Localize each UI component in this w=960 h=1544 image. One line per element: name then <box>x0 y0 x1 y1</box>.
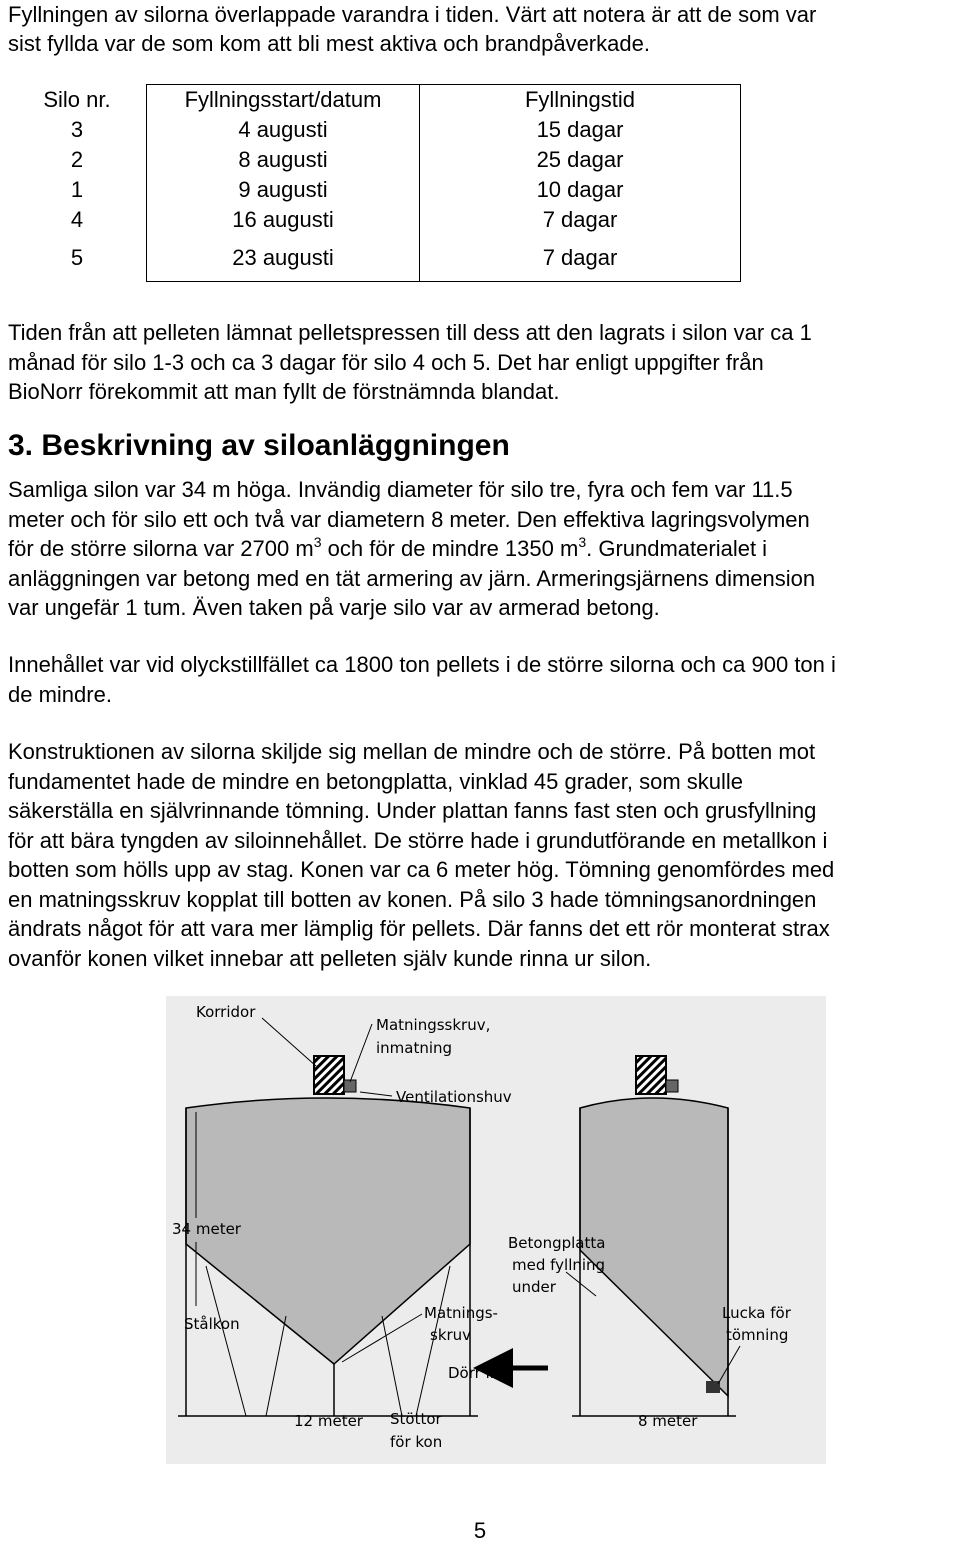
intro-line: Fyllningen av silorna överlappade varandra i tiden. Värt att notera är att de som var <box>8 2 817 27</box>
cell-start-date: 9 augusti <box>147 175 420 205</box>
paragraph-line: de mindre. <box>8 681 112 707</box>
table-header-row <box>8 85 741 116</box>
cell-start-date: 8 augusti <box>147 145 420 175</box>
paragraph-line: säkerställa en självrinnande tömning. Under plattan fanns fast sten och grusfyllning <box>8 798 817 823</box>
paragraph-line: för att bära tyngden av siloinnehållet. De större hade i grundutförande en metallkon i <box>8 827 828 853</box>
cell-silo: 3 <box>70 117 84 142</box>
label-ventilationshuv: Ventilationshuv <box>396 1088 512 1106</box>
intro-paragraph <box>8 0 958 58</box>
cell-silo: 4 <box>70 207 84 232</box>
cell-start-date: 16 augusti <box>147 205 420 235</box>
text-run: för de större silorna var 2700 m <box>8 536 314 561</box>
header-start-date: Fyllningsstart/datum <box>147 85 420 116</box>
cell-start-date: 4 augusti <box>147 115 420 145</box>
paragraph-line: botten som hölls upp av stag. Konen var ca 6 meter hög. Tömning genomfördes med <box>8 857 835 882</box>
page-number: 5 <box>473 1518 487 1543</box>
silo-cross-section-diagram <box>166 996 826 1464</box>
paragraph-line: Konstruktionen av silorna skiljde sig mellan de mindre och de större. På botten mot <box>8 739 816 764</box>
label-korridor: Korridor <box>196 1003 256 1021</box>
label-stottor-2: för kon <box>390 1433 443 1451</box>
paragraph-line: ovanför konen vilket innebar att pelleten själv kunde rinna ur silon. <box>8 945 652 971</box>
cell-silo: 1 <box>70 177 84 202</box>
cell-filling-time: 10 dagar <box>420 175 741 205</box>
paragraph-line: Samliga silon var 34 m höga. Invändig diameter för silo tre, fyra och fem var 11.5 <box>8 477 793 502</box>
text-run: . Grundmaterialet i <box>586 536 768 561</box>
label-matnings-1: Matnings- <box>424 1304 498 1322</box>
header-filling-time: Fyllningstid <box>420 85 741 116</box>
content-paragraph <box>8 650 958 709</box>
cell-filling-time: 15 dagar <box>420 115 741 145</box>
discharge-hatch <box>706 1381 720 1393</box>
label-lucka-2: tömning <box>726 1326 789 1344</box>
paragraph-line: fundamentet hade de mindre en betongplatta, vinklad 45 grader, som skulle <box>8 768 744 794</box>
label-height: 34 meter <box>172 1220 241 1238</box>
construction-paragraph <box>8 737 958 973</box>
label-lucka-1: Lucka för <box>722 1304 791 1322</box>
silo-description-paragraph <box>8 475 958 623</box>
label-width-large: 12 meter <box>294 1412 363 1430</box>
section-heading: 3. Beskrivning av siloanläggningen <box>8 429 510 462</box>
paragraph-line: Innehållet var vid olyckstillfället ca 1800 ton pellets i de större silorna och ca 900 ton i <box>8 652 836 677</box>
paragraph-line: anläggningen var betong med en tät armering av järn. Armeringsjärnens dimension <box>8 565 816 591</box>
cell-silo: 5 <box>70 245 84 271</box>
paragraph-line: ändrats något för att vara mer lämplig för pellets. Där fanns det ett rör monterat strax <box>8 916 830 941</box>
feed-screw-inlet <box>666 1080 678 1092</box>
superscript: 3 <box>578 534 587 550</box>
paragraph-line: var ungefär 1 tum. Även taken på varje silo var av armerad betong. <box>8 595 660 620</box>
silo-filling-table <box>8 84 741 282</box>
cell-start-date: 23 augusti <box>147 235 420 282</box>
paragraph-line: månad för silo 1-3 och ca 3 dagar för silo 4 och 5. Det har enligt uppgifter från <box>8 349 764 375</box>
corridor-shaft <box>314 1056 344 1094</box>
label-matningsskruv-1: Matningsskruv, <box>376 1016 491 1034</box>
cell-filling-time: 7 dagar <box>420 235 741 282</box>
cell-silo: 2 <box>70 147 84 172</box>
corridor-shaft <box>636 1056 666 1094</box>
cell-filling-time: 25 dagar <box>420 145 741 175</box>
label-width-small: 8 meter <box>638 1412 698 1430</box>
storage-time-paragraph <box>8 318 958 407</box>
paragraph-line: en matningsskruv kopplat till botten av konen. På silo 3 hade tömningsanordningen <box>8 886 817 912</box>
table-row <box>8 205 741 235</box>
header-silo: Silo nr. <box>43 86 111 112</box>
cell-filling-time: 7 dagar <box>420 205 741 235</box>
paragraph-line: meter och för silo ett och två var diametern 8 meter. Den effektiva lagringsvolymen <box>8 506 810 532</box>
label-stalkon: Stålkon <box>184 1315 240 1333</box>
label-dorr-in: Dörr in <box>448 1364 500 1382</box>
label-matningsskruv-2: inmatning <box>376 1039 453 1057</box>
label-betong-3: under <box>512 1278 556 1296</box>
label-betong-2: med fyllning <box>512 1256 606 1274</box>
paragraph-line: BioNorr förekommit att man fyllt de förstnämnda blandat. <box>8 379 560 404</box>
label-matnings-2: skruv <box>430 1326 472 1344</box>
text-run: och för de mindre 1350 m <box>321 536 579 561</box>
paragraph-line <box>8 534 958 564</box>
table-row <box>8 145 741 175</box>
label-stottor-1: Stöttor <box>390 1410 442 1428</box>
superscript: 3 <box>313 534 322 550</box>
table-row <box>8 235 741 282</box>
paragraph-line: Tiden från att pelleten lämnat pelletspressen till dess att den lagrats i silon var ca 1 <box>8 320 812 345</box>
table-row <box>8 115 741 145</box>
intro-line: sist fyllda var de som kom att bli mest aktiva och brandpåverkade. <box>8 31 650 56</box>
table-row <box>8 175 741 205</box>
label-betong-1: Betongplatta <box>508 1234 606 1252</box>
